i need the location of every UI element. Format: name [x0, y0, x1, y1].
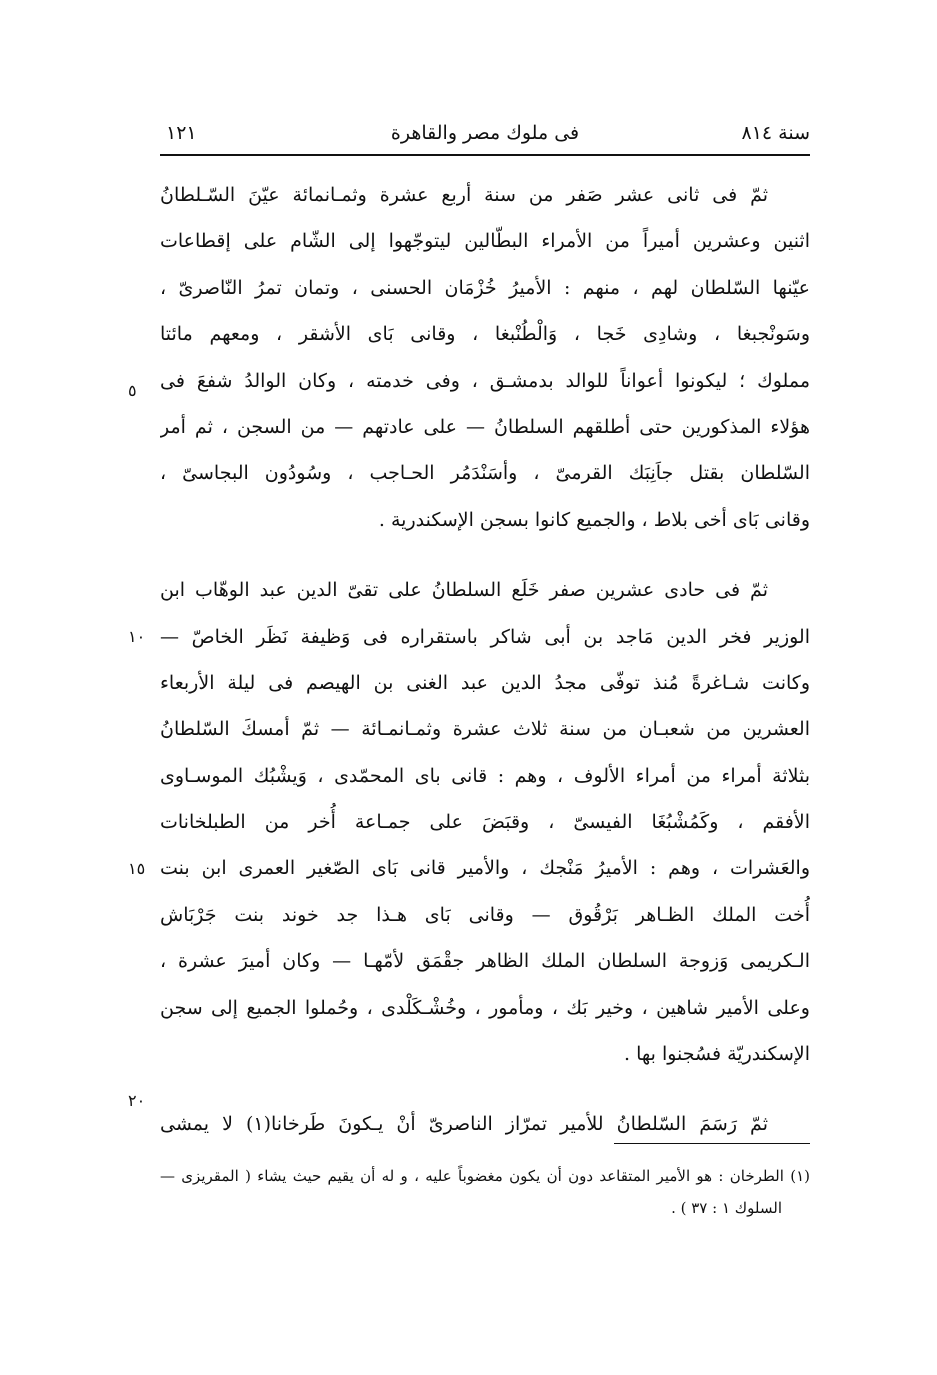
text-line: الوزير فخر الدين مَاجد بن أبى شاكر باستقراره فى وَظيفة نَظَر الخاصّ —	[160, 625, 810, 648]
footnote-line: (١) الطرخان : هو الأمير المتقاعد دون أن يكون مغضوباً عليه ، و له أن يقيم حيث يشاء ( المقريزى —	[160, 1167, 810, 1185]
page-header	[160, 118, 810, 152]
footnote-line: السلوك ١ : ٣٧ ) .	[671, 1199, 782, 1217]
header-page-number: ١٢١	[166, 122, 197, 144]
header-rule	[160, 154, 810, 156]
line-number-20: ٢٠	[128, 1091, 146, 1110]
text-line: اثنين وعشرين أميراً من الأمراء البطّالين ليتوجّهوا إلى الشّام على إقطاعات	[160, 230, 810, 253]
text-line: هؤلاء المذكورين حتى أطلقهم السلطانُ — على عادتهم — من السجن ، ثم أمر	[160, 415, 810, 438]
text-line: ثمّ فى ثانى عشر صَفر من سنة أربع عشرة وثمـانمائة عيّنَ السّـلطانُ	[160, 184, 768, 206]
line-number-10: ١٠	[128, 627, 146, 646]
text-line: الإسكندريّة فسُجنوا بها .	[623, 1043, 810, 1066]
text-line: وكانت شـاغرةً مُنذ توفّى مجدُ الدين عبد الغنى بن الهيصم فى ليلة الأربعاء	[160, 671, 810, 694]
text-line: ثمّ رَسَمَ السّلطانُ للأمير تمرّاز الناصرىّ أنْ يـكونَ طَرخانا(١) لا يمشى	[160, 1113, 768, 1136]
header-year: سنة ٨١٤	[741, 122, 810, 144]
footnote	[160, 1160, 810, 1224]
main-text	[160, 172, 810, 1148]
text-line: الـكريمى وَزوجة السلطان الملك الظاهر جقْمَق لأمّهـا — وكان أميرَ عشرة ،	[160, 950, 810, 973]
text-line: العشرين من شعبـان من سنة ثلاث عشرة وثمـانمـائة — ثمّ أمسكَ السّلطانُ	[160, 718, 810, 741]
text-line: مملوك ؛ ليكونوا أعواناً للوالد بدمشـق ، وفى خدمته ، وكان الوالدُ شفعَ فى	[160, 369, 810, 392]
text-line: الأفقم ، وكَمُشْبُغَا الفيسىّ ، وقبَضَ على جمـاعة أُخر من الطبلخانات	[160, 811, 810, 834]
line-number-15: ١٥	[128, 859, 146, 878]
text-line: وعلى الأمير شاهين ، وخير بَك ، ومأمور ، وخُشْـكَلْدى ، وحُملوا الجميع إلى سجن	[160, 996, 810, 1019]
text-line: بثلاثة أمراء من أمراء الألوف ، وهم : قانى باى المحمّدى ، وَيشْبُك الموسـاوى	[160, 764, 810, 787]
header-title: فى ملوك مصر والقاهرة	[390, 122, 580, 144]
text-line: والعَشرات ، وهم : الأميرُ مَنْجك ، والأمير قانى بَاى الصّغير العمرى ابن بنت	[160, 857, 810, 880]
text-line: وقانى بَاى أخى بلاط ، والجميع كانوا بسجن الإسكندرية .	[378, 508, 810, 531]
text-line: ثمّ فى حادى عشرين صفر خَلَع السلطانُ على تقىّ الدين عبد الوهّاب ابن	[160, 579, 768, 602]
line-number-5: ٥	[128, 381, 137, 400]
footnote-rule	[614, 1143, 810, 1144]
text-line: وسَونْجبغا ، وشادِى خَجا ، وَالْطُنْبغا ، وقانى بَاى الأشقر ، ومعهم مائتا	[160, 323, 810, 346]
text-line: أُخت الملك الظـاهر بَرْقُوق — وقانى بَاى هـذا جد خوند بنت جَرْبَاش	[160, 903, 810, 926]
text-line: عيّنها السّلطان لهم ، منهم : الأميرُ خُزْمَان الحسنى ، وتمان تمرُ النّاصرىّ ،	[160, 276, 810, 299]
text-line: السّلطان بقتل جاَنِبَك القرمىّ ، وأسَنْدَمُر الحـاجب ، وسُودُون البجاسىّ ،	[160, 462, 810, 485]
